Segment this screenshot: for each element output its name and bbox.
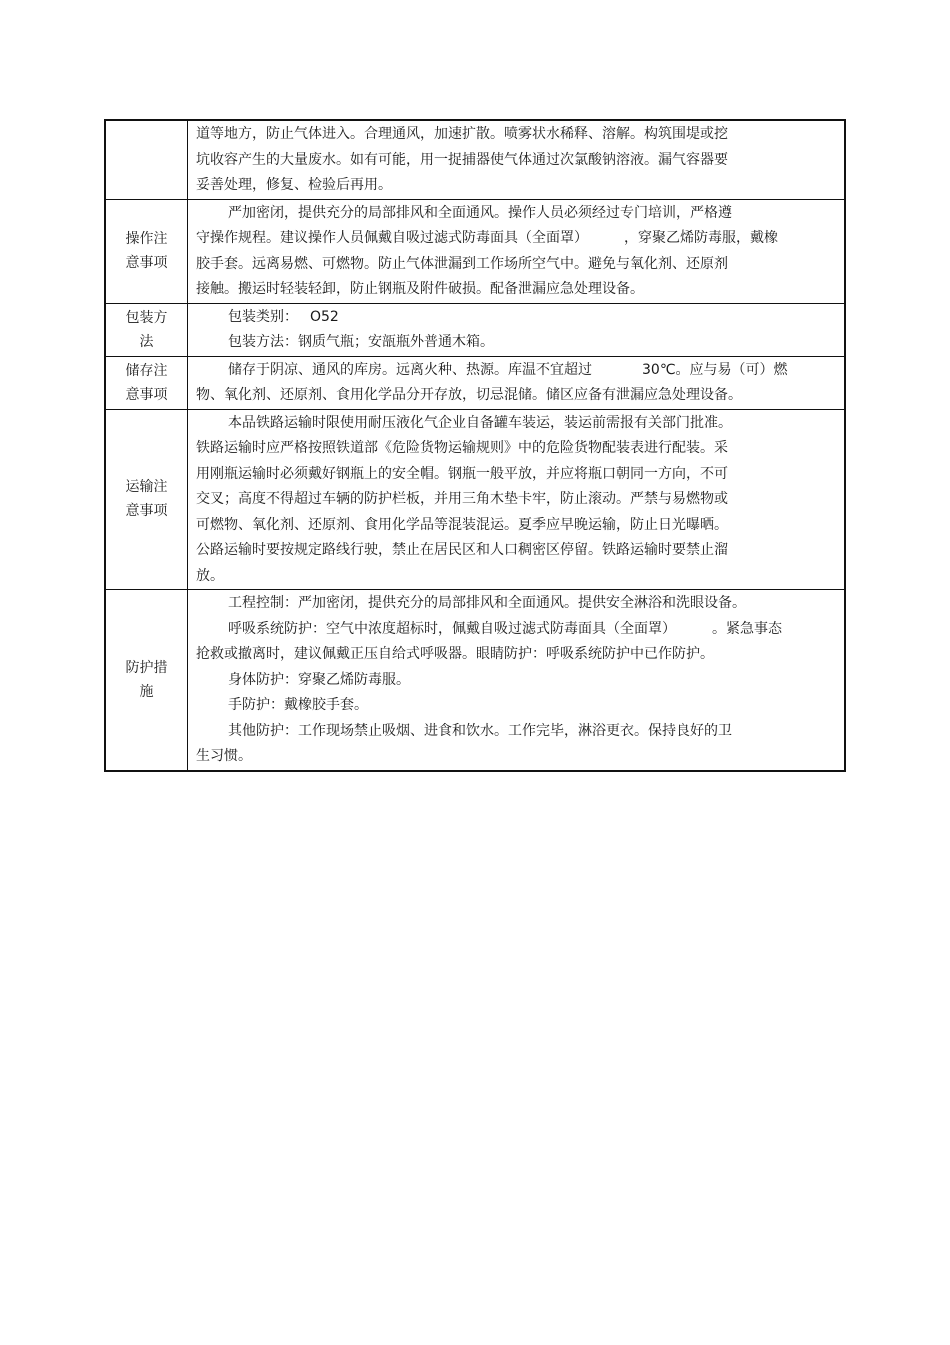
text-line: 接触。搬运时轻装轻卸，防止钢瓶及附件破损。配备泄漏应急处理设备。 (196, 281, 644, 297)
label-line: 意事项 (125, 255, 168, 271)
text-segment: 呼吸系统防护：空气中浓度超标时，佩戴自吸过滤式防毒面具（全面罩） (228, 620, 676, 637)
text-segment: 包装类别： (228, 308, 298, 325)
text-line-composite (196, 358, 834, 384)
label-line: 法 (139, 333, 154, 350)
text-line: 物、氧化剂、还原剂、食用化学品分开存放，切忌混储。储区应备有泄漏应急处理设备。 (196, 387, 742, 403)
row-content-protection (188, 590, 846, 771)
label-line: 运输注 (125, 479, 168, 496)
row-label-transport (105, 409, 188, 590)
row-label-protection (105, 590, 188, 771)
text-segment: 储存于阴凉、通风的库房。远离火种、热源。库温不宜超过 (228, 361, 592, 378)
text-line: 妥善处理，修复、检验后再用。 (196, 177, 392, 193)
text-line: 道等地方，防止气体进入。合理通风，加速扩散。喷雾状水稀释、溶解。构筑围堤或挖 (196, 126, 728, 142)
row-content-storage (188, 356, 846, 409)
row-label-handling (105, 199, 188, 303)
text-line: 公路运输时要按规定路线行驶，禁止在居民区和人口稠密区停留。铁路运输时要禁止溜 (196, 542, 728, 558)
label-line: 储存注 (125, 362, 168, 379)
text-line: 交叉；高度不得超过车辆的防护栏板，并用三角木垫卡牢，防止滚动。严禁与易燃物或 (196, 491, 728, 507)
text-line: 身体防护：穿聚乙烯防毒服。 (228, 671, 410, 688)
table-row-transport (105, 409, 845, 590)
text-segment: 守操作规程。建议操作人员佩戴自吸过滤式防毒面具（全面罩） (196, 230, 588, 246)
label-line: 意事项 (125, 503, 168, 520)
text-line: 严加密闭，提供充分的局部排风和全面通风。操作人员必须经过专门培训，严格遵 (228, 204, 732, 221)
table-row-protection (105, 590, 845, 771)
row-label-storage (105, 356, 188, 409)
text-line: 胶手套。远离易燃、可燃物。防止气体泄漏到工作场所空气中。避免与氧化剂、还原剂 (196, 255, 728, 272)
text-line: 放。 (196, 567, 224, 584)
text-line: 铁路运输时应严格按照铁道部《危险货物运输规则》中的危险货物配装表进行配装。采 (196, 440, 728, 456)
label-line: 操作注 (125, 231, 168, 247)
text-line-composite (196, 305, 834, 331)
table-row-storage (105, 356, 845, 409)
text-line: 生习惯。 (196, 748, 252, 764)
row-label-empty (105, 120, 188, 199)
label-line: 包装方 (125, 309, 168, 326)
text-segment: ，穿聚乙烯防毒服，戴橡 (624, 230, 778, 246)
text-line: 手防护：戴橡胶手套。 (228, 697, 368, 713)
text-line: 工程控制：严加密闭，提供充分的局部排风和全面通风。提供安全淋浴和洗眼设备。 (228, 595, 746, 611)
text-line: 可燃物、氧化剂、还原剂、食用化学品等混装混运。夏季应早晚运输，防止日光曝晒。 (196, 516, 728, 533)
label-line: 防护措 (125, 659, 168, 676)
text-line: 其他防护：工作现场禁止吸烟、进食和饮水。工作完毕，淋浴更衣。保持良好的卫 (228, 722, 732, 739)
text-line-composite (196, 226, 834, 252)
row-content-packaging (188, 303, 846, 356)
text-line: 本品铁路运输时限使用耐压液化气企业自备罐车装运，装运前需报有关部门批准。 (228, 414, 732, 431)
text-line: 抢救或撤离时，建议佩戴正压自给式呼吸器。眼睛防护：呼吸系统防护中已作防护。 (196, 646, 714, 662)
text-segment: 30℃。应与易（可）燃 (642, 361, 788, 378)
table-row-leak-continued (105, 120, 845, 199)
packaging-category-value: O52 (310, 308, 339, 325)
text-line-composite (196, 617, 834, 643)
table-row-packaging (105, 303, 845, 356)
text-line: 用刚瓶运输时必须戴好钢瓶上的安全帽。钢瓶一般平放，并应将瓶口朝同一方向，不可 (196, 465, 728, 482)
label-line: 意事项 (125, 386, 168, 403)
row-content-transport (188, 409, 846, 590)
row-label-packaging (105, 303, 188, 356)
table-row-handling (105, 199, 845, 303)
row-content-leak (188, 120, 846, 199)
row-content-handling (188, 199, 846, 303)
text-segment: 。紧急事态 (712, 620, 782, 637)
text-line: 坑收容产生的大量废水。如有可能，用一捉捕器使气体通过次氯酸钠溶液。漏气容器要 (196, 151, 728, 168)
msds-table (104, 119, 846, 772)
text-line: 包装方法：钢质气瓶；安瓿瓶外普通木箱。 (228, 334, 494, 350)
label-line: 施 (139, 683, 154, 700)
